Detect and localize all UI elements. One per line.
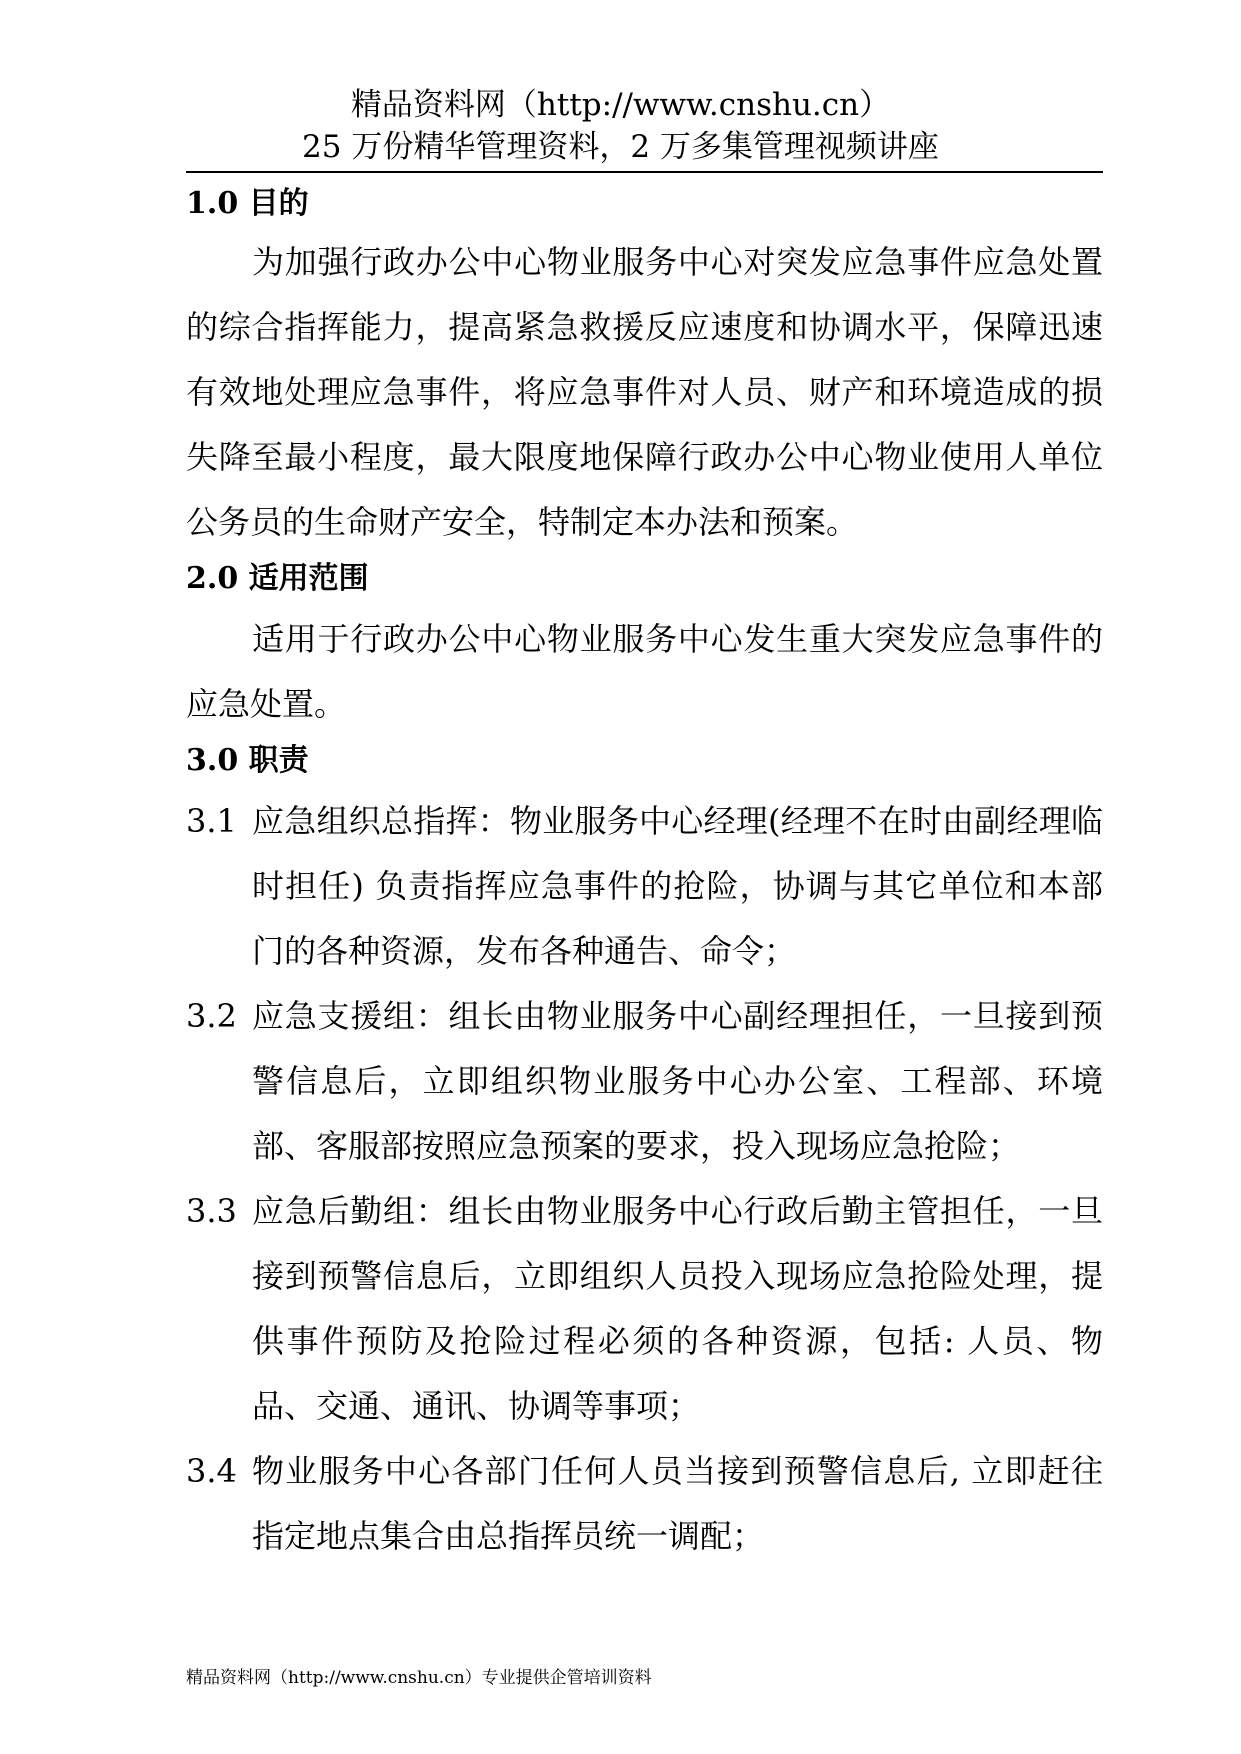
list-item <box>186 1179 1103 1439</box>
item-number: 3.4 <box>186 1452 237 1490</box>
header-site-title: 精品资料网（http://www.cnshu.cn） <box>350 87 891 123</box>
header-divider <box>186 171 1103 173</box>
section-heading: 2.0 适用范围 <box>186 561 369 596</box>
item-text: 应急组织总指挥：物业服务中心经理(经理不在时由副经理临时担任) 负责指挥应急事件的抢险，协调与其它单位和本部门的各种资源，发布各种通告、命令； <box>252 802 1103 970</box>
item-number: 3.3 <box>186 1192 237 1230</box>
page-footer: 精品资料网（http://www.cnshu.cn）专业提供企管培训资料 <box>186 1668 652 1688</box>
item-text: 物业服务中心各部门任何人员当接到预警信息后, 立即赶往指定地点集合由总指挥员统一调配； <box>252 1452 1103 1555</box>
section-paragraph: 适用于行政办公中心物业服务中心发生重大突发应急事件的应急处置。 <box>186 620 1103 723</box>
section-heading: 3.0 职责 <box>186 743 309 778</box>
item-number: 3.1 <box>186 802 237 840</box>
section-responsibilities <box>186 741 1103 1569</box>
section-paragraph: 为加强行政办公中心物业服务中心对突发应急事件应急处置的综合指挥能力，提高紧急救援反应速度和协调水平，保障迅速有效地处理应急事件，将应急事件对人员、财产和环境造成的损失降至最小程度，最大限度地保障行政办公中心物业使用人单位公务员的生命财产安全，特制定本办法和预案。 <box>186 243 1103 541</box>
item-number: 3.2 <box>186 997 237 1035</box>
document-body <box>186 184 1103 1569</box>
section-heading: 1.0 目的 <box>186 186 309 221</box>
list-item <box>186 1439 1103 1569</box>
list-item <box>186 789 1103 984</box>
page-header <box>0 84 1241 168</box>
header-tagline: 25 万份精华管理资料，2 万多集管理视频讲座 <box>302 129 939 165</box>
section-purpose <box>186 184 1103 555</box>
item-text: 应急后勤组：组长由物业服务中心行政后勤主管担任，一旦接到预警信息后，立即组织人员投入现场应急抢险处理，提供事件预防及抢险过程必须的各种资源，包括: 人员、物品、交通、通讯、协调等事项； <box>252 1192 1103 1425</box>
list-item <box>186 984 1103 1179</box>
responsibility-list <box>186 789 1103 1569</box>
item-text: 应急支援组：组长由物业服务中心副经理担任，一旦接到预警信息后，立即组织物业服务中心办公室、工程部、环境部、客服部按照应急预案的要求，投入现场应急抢险； <box>252 997 1103 1165</box>
section-scope <box>186 559 1103 737</box>
